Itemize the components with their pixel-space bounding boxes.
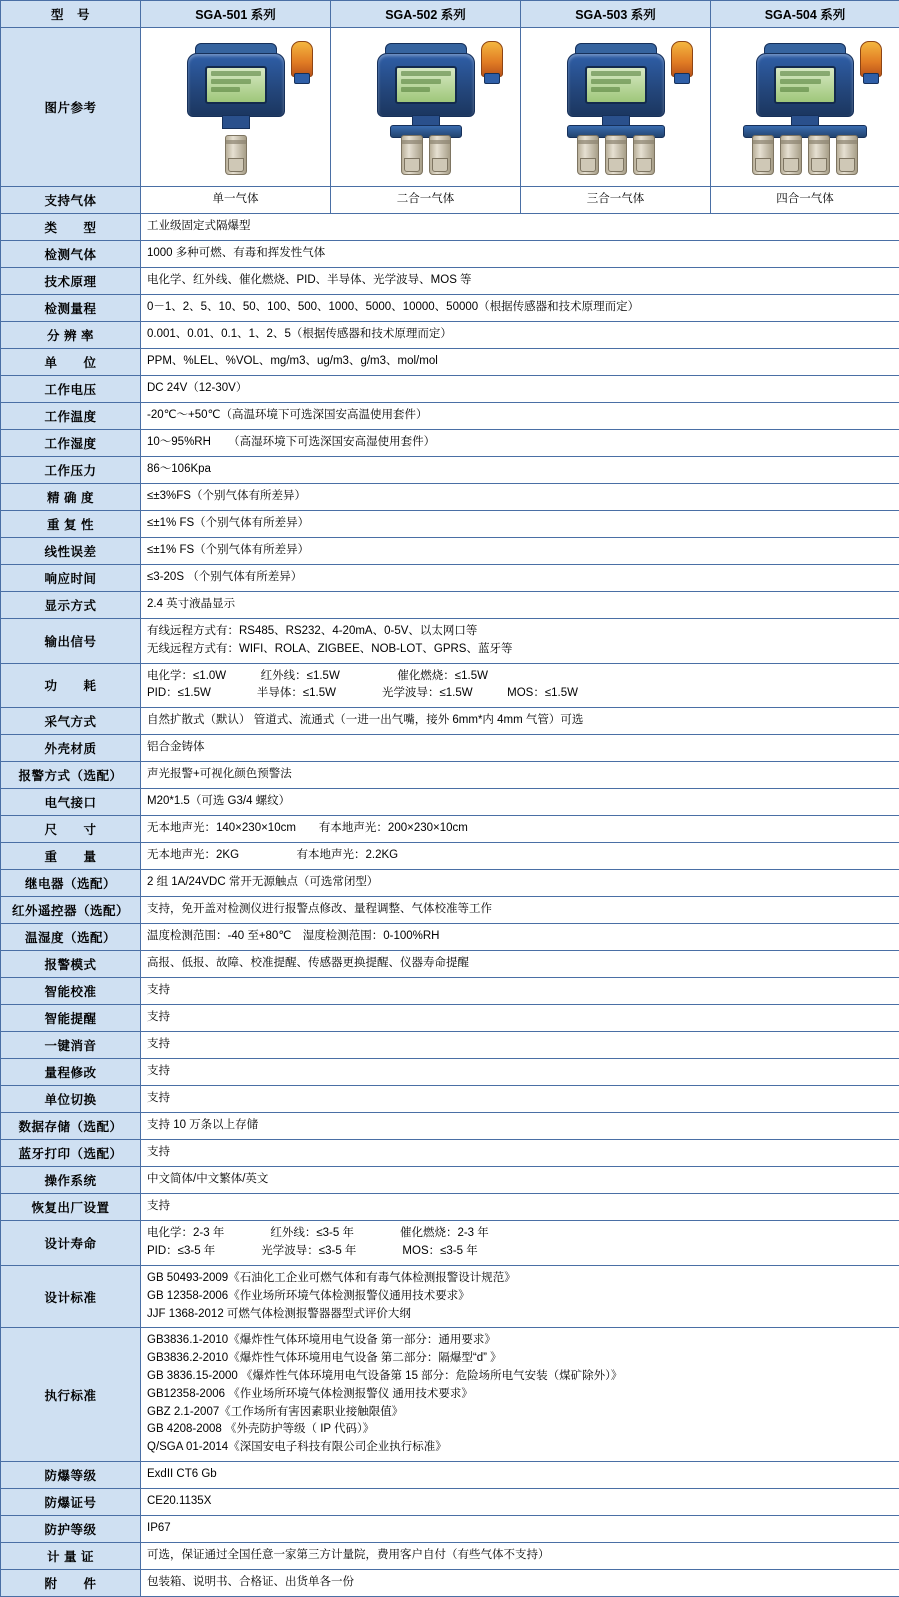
row-label: 工作压力: [1, 457, 141, 484]
row-value-line: 支持: [147, 1009, 893, 1027]
row-label: 计 量 证: [1, 1543, 141, 1570]
row-value-line: 支持: [147, 1198, 893, 1216]
row-value: [141, 484, 899, 511]
screen-bar: [780, 87, 809, 92]
row-value-line: GB12358-2006 《作业场所环境气体检测报警仪 通用技术要求》: [147, 1386, 893, 1404]
row-label: 操作系统: [1, 1167, 141, 1194]
row-label: 电气接口: [1, 789, 141, 816]
row-value: [141, 843, 899, 870]
row-value: [141, 1167, 899, 1194]
row-value: [141, 1516, 899, 1543]
row-value: [141, 1140, 899, 1167]
row-value: [141, 789, 899, 816]
row-value: [141, 1113, 899, 1140]
row-value: [141, 735, 899, 762]
model-header-501: SGA-501 系列: [141, 1, 331, 28]
table-row: [1, 1194, 899, 1221]
row-value-line: 支持: [147, 1144, 893, 1162]
screen-bar: [211, 87, 240, 92]
row-value: [141, 403, 899, 430]
table-row: [1, 897, 899, 924]
table-row: [1, 430, 899, 457]
row-label: 响应时间: [1, 565, 141, 592]
screen-bar: [401, 71, 451, 76]
table-row: [1, 663, 899, 708]
table-row: [1, 1005, 899, 1032]
table-row: [1, 789, 899, 816]
row-value: [141, 1059, 899, 1086]
alarm-light-icon: [481, 41, 503, 77]
alarm-light-icon: [671, 41, 693, 77]
table-row: [1, 1328, 899, 1462]
row-label: 类 型: [1, 214, 141, 241]
row-value-line: GB3836.1-2010《爆炸性气体环境用电气设备 第一部分：通用要求》: [147, 1332, 893, 1350]
row-value-line: PID：≤1.5W 半导体：≤1.5W 光学波导：≤1.5W MOS：≤1.5W: [147, 685, 893, 703]
row-label: 工作温度: [1, 403, 141, 430]
row-value-line: M20*1.5（可选 G3/4 螺纹）: [147, 793, 893, 811]
row-value-line: 铝合金铸体: [147, 739, 893, 757]
table-row: [1, 592, 899, 619]
row-value-line: 2.4 英寸液晶显示: [147, 596, 893, 614]
gas-detector-illustration-504: [720, 37, 890, 177]
table-row: [1, 1265, 899, 1327]
row-label: 单位切换: [1, 1086, 141, 1113]
row-value-line: ExdII CT6 Gb: [147, 1466, 893, 1484]
row-value: [141, 619, 899, 664]
row-value: [141, 1194, 899, 1221]
row-value: [141, 1462, 899, 1489]
row-label: 蓝牙打印（选配）: [1, 1140, 141, 1167]
table-row: [1, 1113, 899, 1140]
row-value-line: 0.001、0.01、0.1、1、2、5（根据传感器和技术原理而定）: [147, 326, 893, 344]
row-value: [141, 592, 899, 619]
row-value: [141, 1005, 899, 1032]
row-value-line: IP67: [147, 1520, 893, 1538]
screen-bar: [591, 79, 632, 84]
table-row: [1, 1462, 899, 1489]
row-value-line: 支持: [147, 1036, 893, 1054]
row-value: [141, 1032, 899, 1059]
row-value-line: 有线远程方式有：RS485、RS232、4-20mA、0-5V、以太网口等: [147, 623, 893, 641]
product-image-503: [521, 28, 711, 187]
row-value-line: ≤±1% FS（个别气体有所差异）: [147, 542, 893, 560]
alarm-light-icon: [291, 41, 313, 77]
row-label: 线性误差: [1, 538, 141, 565]
row-label: 设计标准: [1, 1265, 141, 1327]
table-row: [1, 268, 899, 295]
screen-bar: [401, 87, 430, 92]
table-row: [1, 1140, 899, 1167]
product-image-504: [711, 28, 899, 187]
supported-gas-504: 四合一气体: [711, 187, 899, 214]
row-value-line: ≤±1% FS（个别气体有所差异）: [147, 515, 893, 533]
screen-bar: [780, 71, 830, 76]
row-value: [141, 978, 899, 1005]
row-value-line: 支持: [147, 1063, 893, 1081]
row-value: [141, 511, 899, 538]
table-row: [1, 978, 899, 1005]
table-row: [1, 403, 899, 430]
row-value: [141, 268, 899, 295]
gas-detector-illustration-503: [531, 37, 701, 177]
table-row-supported-gas: [1, 187, 899, 214]
detector-housing: [377, 53, 475, 117]
row-label: 防爆证号: [1, 1489, 141, 1516]
row-label: 防爆等级: [1, 1462, 141, 1489]
sensor-probe-group: [225, 135, 247, 175]
table-row: [1, 1059, 899, 1086]
row-label: 智能校准: [1, 978, 141, 1005]
row-value-line: GB 3836.15-2000 《爆炸性气体环境用电气设备第 15 部分：危险场所电气安装（煤矿除外）》: [147, 1368, 893, 1386]
row-value-line: 86～106Kpa: [147, 461, 893, 479]
sensor-probe: [605, 135, 627, 175]
row-value-line: GBZ 2.1-2007《工作场所有害因素职业接触限值》: [147, 1404, 893, 1422]
table-row: [1, 538, 899, 565]
display-screen: [205, 66, 267, 104]
row-value-line: Q/SGA 01-2014《深国安电子科技有限公司企业执行标准》: [147, 1439, 893, 1457]
alarm-light-icon: [860, 41, 882, 77]
gas-detector-illustration-502: [341, 37, 511, 177]
sensor-probe: [401, 135, 423, 175]
row-value-line: 电化学：2-3 年 红外线：≤3-5 年 催化燃烧：2-3 年: [147, 1225, 893, 1243]
row-value-line: JJF 1368-2012 可燃气体检测报警器器型式评价大纲: [147, 1306, 893, 1324]
table-row: [1, 708, 899, 735]
row-value: [141, 241, 899, 268]
sensor-probe-group: [577, 135, 655, 175]
row-value-line: 温度检测范围：-40 至+80℃ 湿度检测范围：0-100%RH: [147, 928, 893, 946]
screen-bar: [591, 87, 620, 92]
row-value: [141, 816, 899, 843]
row-value-line: 电化学：≤1.0W 红外线：≤1.5W 催化燃烧：≤1.5W: [147, 668, 893, 686]
row-label: 智能提醒: [1, 1005, 141, 1032]
row-label: 继电器（选配）: [1, 870, 141, 897]
row-value: [141, 295, 899, 322]
row-label: 检测量程: [1, 295, 141, 322]
row-value: [141, 870, 899, 897]
table-row: [1, 457, 899, 484]
sensor-probe: [780, 135, 802, 175]
row-value: [141, 538, 899, 565]
row-value-line: ≤±3%FS（个别气体有所差异）: [147, 488, 893, 506]
sensor-probe: [577, 135, 599, 175]
row-value-line: 工业级固定式隔爆型: [147, 218, 893, 236]
model-header-503: SGA-503 系列: [521, 1, 711, 28]
row-label: 输出信号: [1, 619, 141, 664]
table-row: [1, 1032, 899, 1059]
row-label-supported-gas: 支持气体: [1, 187, 141, 214]
row-label: 量程修改: [1, 1059, 141, 1086]
display-screen: [395, 66, 457, 104]
row-value-line: GB 4208-2008 《外壳防护等级（ IP 代码）》: [147, 1421, 893, 1439]
row-value: [141, 376, 899, 403]
row-value-line: 10～95%RH （高湿环境下可选深国安高湿使用套件）: [147, 434, 893, 452]
sensor-probe: [836, 135, 858, 175]
row-label-model: 型 号: [1, 1, 141, 28]
row-value: [141, 457, 899, 484]
row-label: 报警方式（选配）: [1, 762, 141, 789]
row-value-line: 包装箱、说明书、合格证、出货单各一份: [147, 1574, 893, 1592]
row-value: [141, 1328, 899, 1462]
row-label: 采气方式: [1, 708, 141, 735]
table-row: [1, 1543, 899, 1570]
table-row: [1, 376, 899, 403]
sensor-probe: [808, 135, 830, 175]
row-label: 数据存储（选配）: [1, 1113, 141, 1140]
table-row: [1, 349, 899, 376]
row-value: [141, 924, 899, 951]
spec-rows-body: [1, 214, 899, 1597]
table-row: [1, 762, 899, 789]
row-label: 温湿度（选配）: [1, 924, 141, 951]
row-value: [141, 1086, 899, 1113]
row-value: [141, 322, 899, 349]
table-row: [1, 951, 899, 978]
row-value-line: CE20.1135X: [147, 1493, 893, 1511]
row-label: 分 辨 率: [1, 322, 141, 349]
gas-detector-illustration-501: [151, 37, 321, 177]
row-label: 单 位: [1, 349, 141, 376]
table-row: [1, 619, 899, 664]
row-value: [141, 349, 899, 376]
row-label: 附 件: [1, 1570, 141, 1597]
row-value-line: 无本地声光：2KG 有本地声光：2.2KG: [147, 847, 893, 865]
row-value-line: PPM、%LEL、%VOL、mg/m3、ug/m3、g/m3、mol/mol: [147, 353, 893, 371]
table-row: [1, 816, 899, 843]
detector-housing: [567, 53, 665, 117]
row-value: [141, 1570, 899, 1597]
supported-gas-503: 三合一气体: [521, 187, 711, 214]
row-label: 工作湿度: [1, 430, 141, 457]
supported-gas-501: 单一气体: [141, 187, 331, 214]
sensor-probe: [429, 135, 451, 175]
row-value: [141, 1221, 899, 1266]
row-value-line: GB 12358-2006《作业场所环境气体检测报警仪通用技术要求》: [147, 1288, 893, 1306]
row-label: 一键消音: [1, 1032, 141, 1059]
sensor-probe-group: [401, 135, 451, 175]
row-value: [141, 951, 899, 978]
row-value-line: ≤3-20S （个别气体有所差异）: [147, 569, 893, 587]
row-label: 检测气体: [1, 241, 141, 268]
row-value-line: PID：≤3-5 年 光学波导：≤3-5 年 MOS：≤3-5 年: [147, 1243, 893, 1261]
row-value-line: 支持: [147, 982, 893, 1000]
table-body: [1, 1, 899, 214]
row-label: 技术原理: [1, 268, 141, 295]
row-value-line: 自然扩散式（默认） 管道式、流通式（一进一出气嘴，接外 6mm*内 4mm 气管）可选: [147, 712, 893, 730]
row-label: 执行标准: [1, 1328, 141, 1462]
display-screen: [774, 66, 836, 104]
table-row: [1, 735, 899, 762]
row-value: [141, 1489, 899, 1516]
table-row: [1, 565, 899, 592]
row-value-line: 电化学、红外线、催化燃烧、PID、半导体、光学波导、MOS 等: [147, 272, 893, 290]
table-row: [1, 295, 899, 322]
table-row: [1, 511, 899, 538]
row-value: [141, 762, 899, 789]
row-label: 外壳材质: [1, 735, 141, 762]
row-value-line: -20℃～+50℃（高温环境下可选深国安高温使用套件）: [147, 407, 893, 425]
table-row: [1, 1570, 899, 1597]
row-value: [141, 708, 899, 735]
row-value-line: DC 24V（12-30V）: [147, 380, 893, 398]
screen-bar: [211, 71, 261, 76]
detector-neck: [222, 115, 250, 129]
detector-housing: [756, 53, 854, 117]
sensor-probe-group: [752, 135, 858, 175]
row-label: 尺 寸: [1, 816, 141, 843]
table-row: [1, 843, 899, 870]
table-row: [1, 214, 899, 241]
table-row: [1, 484, 899, 511]
row-value-line: 0－1、2、5、10、50、100、500、1000、5000、10000、50000（根据传感器和技术原理而定）: [147, 299, 893, 317]
row-value-line: 支持 10 万条以上存储: [147, 1117, 893, 1135]
row-value-line: 声光报警+可视化颜色预警法: [147, 766, 893, 784]
table-row: [1, 1221, 899, 1266]
table-row: [1, 1167, 899, 1194]
row-label: 防护等级: [1, 1516, 141, 1543]
product-image-502: [331, 28, 521, 187]
row-value-line: 无线远程方式有：WIFI、ROLA、ZIGBEE、NOB-LOT、GPRS、蓝牙等: [147, 641, 893, 659]
row-label: 重 复 性: [1, 511, 141, 538]
row-label: 显示方式: [1, 592, 141, 619]
table-row: [1, 924, 899, 951]
supported-gas-502: 二合一气体: [331, 187, 521, 214]
screen-bar: [591, 71, 641, 76]
row-value-line: GB 50493-2009《石油化工企业可燃气体和有毒气体检测报警设计规范》: [147, 1270, 893, 1288]
row-value-line: 支持: [147, 1090, 893, 1108]
table-row-images: [1, 28, 899, 187]
model-header-504: SGA-504 系列: [711, 1, 899, 28]
row-label: 重 量: [1, 843, 141, 870]
screen-bar: [211, 79, 252, 84]
row-value-line: 中文简体/中文繁体/英文: [147, 1171, 893, 1189]
row-value: [141, 214, 899, 241]
row-value: [141, 430, 899, 457]
row-label: 恢复出厂设置: [1, 1194, 141, 1221]
model-header-502: SGA-502 系列: [331, 1, 521, 28]
table-row-model-header: [1, 1, 899, 28]
row-label: 精 确 度: [1, 484, 141, 511]
product-image-501: [141, 28, 331, 187]
row-label: 设计寿命: [1, 1221, 141, 1266]
row-value-line: 支持，免开盖对检测仪进行报警点修改、量程调整、气体校准等工作: [147, 901, 893, 919]
row-value-line: 高报、低报、故障、校准提醒、传感器更换提醒、仪器寿命提醒: [147, 955, 893, 973]
screen-bar: [401, 79, 442, 84]
detector-housing: [187, 53, 285, 117]
row-value-line: 2 组 1A/24VDC 常开无源触点（可选常闭型）: [147, 874, 893, 892]
row-value-line: GB3836.2-2010《爆炸性气体环境用电气设备 第二部分：隔爆型“d” 》: [147, 1350, 893, 1368]
screen-bar: [780, 79, 821, 84]
table-row: [1, 870, 899, 897]
sensor-probe: [633, 135, 655, 175]
sensor-probe: [225, 135, 247, 175]
row-label: 功 耗: [1, 663, 141, 708]
table-row: [1, 1086, 899, 1113]
table-row: [1, 241, 899, 268]
row-value-line: 无本地声光：140×230×10cm 有本地声光：200×230×10cm: [147, 820, 893, 838]
row-label: 红外遥控器（选配）: [1, 897, 141, 924]
sensor-probe: [752, 135, 774, 175]
row-value-line: 可选，保证通过全国任意一家第三方计量院，费用客户自付（有些气体不支持）: [147, 1547, 893, 1565]
row-label: 工作电压: [1, 376, 141, 403]
display-screen: [585, 66, 647, 104]
table-row: [1, 322, 899, 349]
row-value-line: 1000 多种可燃、有毒和挥发性气体: [147, 245, 893, 263]
row-value: [141, 663, 899, 708]
row-label-image-reference: 图片参考: [1, 28, 141, 187]
row-value: [141, 1265, 899, 1327]
row-value: [141, 565, 899, 592]
row-value: [141, 1543, 899, 1570]
row-label: 报警模式: [1, 951, 141, 978]
row-value: [141, 897, 899, 924]
table-row: [1, 1489, 899, 1516]
table-row: [1, 1516, 899, 1543]
